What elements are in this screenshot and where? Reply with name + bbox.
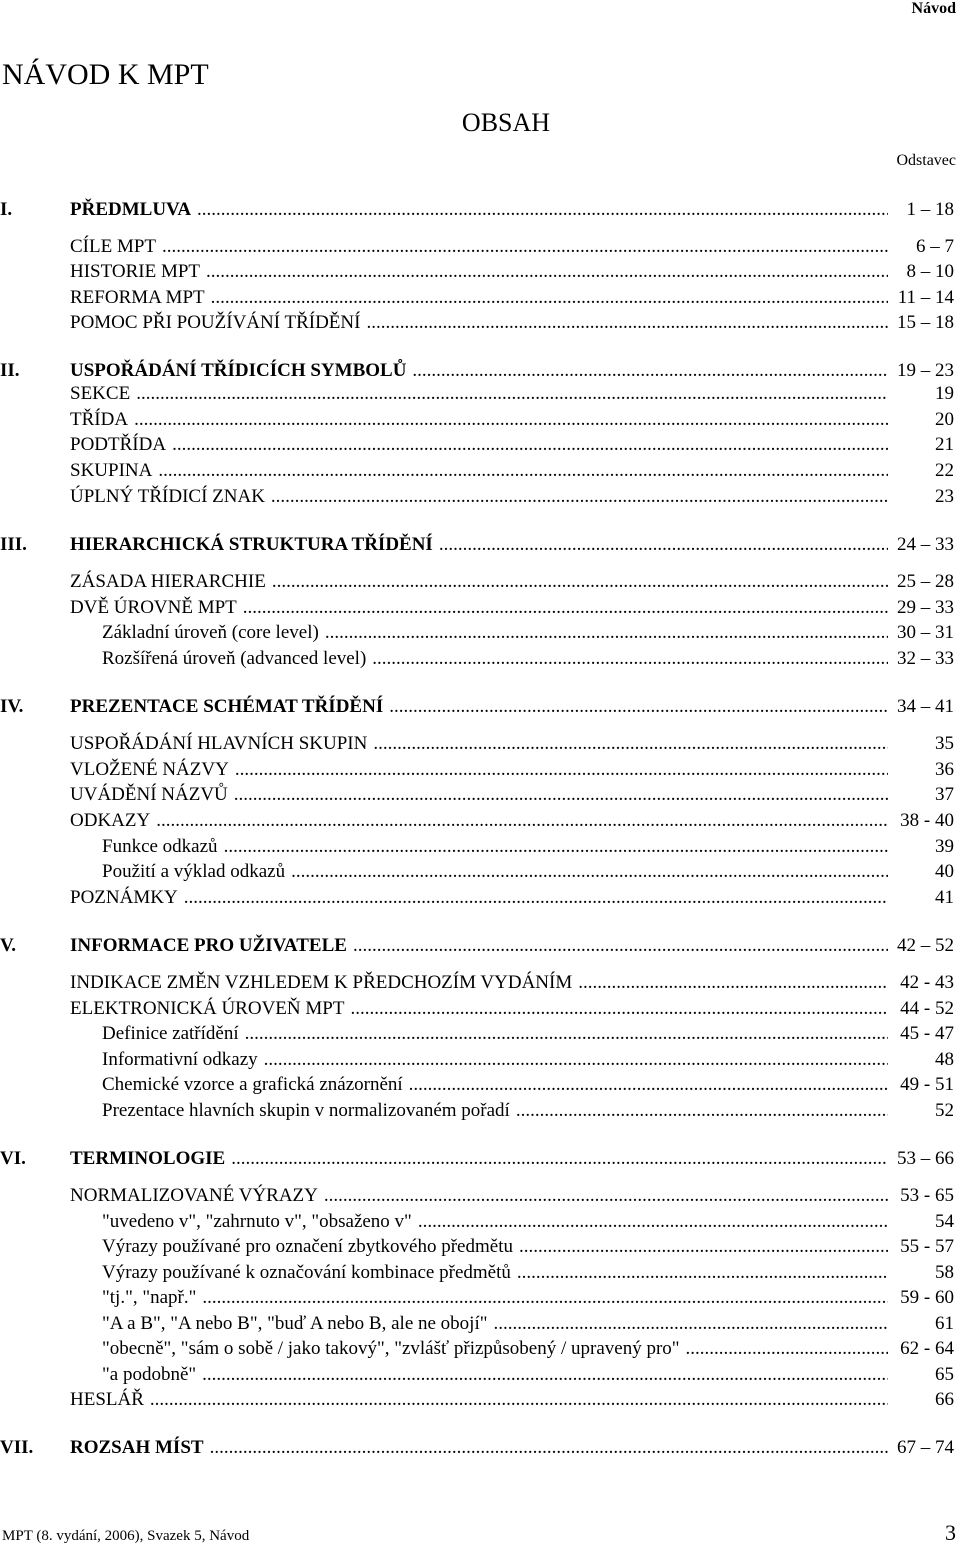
toc-section [0, 1435, 954, 1461]
toc-entry [0, 310, 954, 336]
toc-entry [0, 1021, 954, 1047]
toc-paragraph-range: 6 – 7 [916, 236, 954, 257]
toc-label: Použití a výklad odkazů [102, 861, 286, 882]
toc-label: ROZSAH MÍST [70, 1437, 204, 1458]
dot-leader [134, 407, 888, 433]
toc-entry [0, 234, 954, 260]
toc-entry [0, 1098, 954, 1124]
dot-leader [272, 569, 888, 595]
toc-label: "obecně", "sám o sobě / jako takový", "zvlášť přizpůsobený / upravený pro" [102, 1338, 680, 1359]
toc-paragraph-range: 66 [935, 1389, 954, 1410]
toc-entry [0, 808, 954, 834]
document-title: NÁVOD K MPT [2, 58, 209, 91]
toc-paragraph-range: 11 – 14 [897, 287, 954, 308]
dot-leader [243, 595, 888, 621]
toc-paragraph-range: 48 [935, 1049, 954, 1070]
dot-leader [136, 381, 888, 407]
toc-entry [0, 859, 954, 885]
toc-label: ELEKTRONICKÁ ÚROVEŇ MPT [70, 998, 345, 1019]
toc-paragraph-range: 59 - 60 [900, 1287, 954, 1308]
dot-leader [516, 1098, 888, 1124]
toc-paragraph-range: 61 [935, 1313, 954, 1334]
toc-paragraph-range: 40 [935, 861, 954, 882]
dot-leader [366, 310, 888, 336]
toc-label: Výrazy používané k označování kombinace předmětů [102, 1262, 511, 1283]
toc-label: HIERARCHICKÁ STRUKTURA TŘÍDĚNÍ [70, 534, 433, 555]
toc-entry [0, 970, 954, 996]
toc-paragraph-range: 23 [935, 486, 954, 507]
toc-entry [0, 1183, 954, 1209]
toc-label: ODKAZY [70, 810, 151, 831]
toc-paragraph-range: 32 – 33 [897, 648, 954, 669]
toc-paragraph-range: 24 – 33 [897, 534, 954, 555]
toc-paragraph-range: 52 [935, 1100, 954, 1121]
toc-paragraph-range: 54 [935, 1211, 954, 1232]
dot-leader [418, 1209, 888, 1235]
toc-label: ÚPLNÝ TŘÍDICÍ ZNAK [70, 486, 265, 507]
dot-leader [373, 731, 888, 757]
dot-leader [211, 285, 888, 311]
dot-leader [494, 1311, 889, 1337]
toc-entry [0, 996, 954, 1022]
toc-entry [0, 1362, 954, 1388]
toc-paragraph-range: 15 – 18 [897, 312, 954, 333]
toc-paragraph-range: 25 – 28 [897, 571, 954, 592]
footer-edition: MPT (8. vydání, 2006), Svazek 5, Návod [2, 1528, 250, 1544]
toc-label: ZÁSADA HIERARCHIE [70, 571, 266, 592]
toc-paragraph-range: 1 – 18 [906, 199, 954, 220]
toc-paragraph-range: 30 – 31 [897, 622, 954, 643]
toc-paragraph-range: 44 - 52 [900, 998, 954, 1019]
toc-paragraph-range: 34 – 41 [897, 696, 954, 717]
toc-section [0, 532, 954, 558]
toc-entry [0, 1387, 954, 1413]
toc-label: PREZENTACE SCHÉMAT TŘÍDĚNÍ [70, 696, 384, 717]
toc-entry [0, 259, 954, 285]
toc-paragraph-range: 8 – 10 [906, 261, 954, 282]
page-number: 3 [945, 1520, 956, 1545]
toc-label: Chemické vzorce a grafická znázornění [102, 1074, 403, 1095]
toc-paragraph-range: 49 - 51 [900, 1074, 954, 1095]
toc-entry [0, 1209, 954, 1235]
dot-leader [202, 1362, 888, 1388]
toc-label: REFORMA MPT [70, 287, 205, 308]
dot-leader [235, 757, 888, 783]
dot-leader [439, 532, 888, 558]
toc-label: "a podobně" [102, 1364, 197, 1385]
toc-entry [0, 646, 954, 672]
toc-entry [0, 595, 954, 621]
toc-section-number: I. [0, 199, 13, 220]
toc-entry [0, 782, 954, 808]
toc-label: TŘÍDA [70, 409, 129, 430]
toc-entry [0, 285, 954, 311]
toc-label: DVĚ ÚROVNĚ MPT [70, 597, 237, 618]
toc-entry [0, 1047, 954, 1073]
toc-section-number: VI. [0, 1148, 26, 1169]
toc-section [0, 197, 954, 223]
toc-entry [0, 569, 954, 595]
toc-label: NORMALIZOVANÉ VÝRAZY [70, 1185, 318, 1206]
toc-label: HESLÁŘ [70, 1389, 144, 1410]
dot-leader [519, 1234, 888, 1260]
toc-label: HISTORIE MPT [70, 261, 201, 282]
toc-entry [0, 432, 954, 458]
toc-section-number: II. [0, 360, 20, 381]
dot-leader [264, 1047, 888, 1073]
toc-entry [0, 1311, 954, 1337]
toc-entry [0, 620, 954, 646]
toc-label: Definice zatřídění [102, 1023, 239, 1044]
toc-paragraph-range: 29 – 33 [897, 597, 954, 618]
dot-leader [150, 1387, 888, 1413]
toc-label: UVÁDĚNÍ NÁZVŮ [70, 784, 228, 805]
toc-paragraph-range: 19 – 23 [897, 360, 954, 381]
dot-leader [245, 1021, 888, 1047]
dot-leader [234, 782, 888, 808]
dot-leader [184, 885, 888, 911]
toc-paragraph-range: 41 [935, 887, 954, 908]
toc-paragraph-range: 37 [935, 784, 954, 805]
toc-section-number: VII. [0, 1437, 34, 1458]
toc-label: SKUPINA [70, 460, 153, 481]
dot-leader [353, 933, 888, 959]
toc-label: "uvedeno v", "zahrnuto v", "obsaženo v" [102, 1211, 412, 1232]
dot-leader [197, 197, 888, 223]
dot-leader [172, 432, 888, 458]
toc-section [0, 694, 954, 720]
dot-leader [202, 1285, 888, 1311]
toc-section-number: III. [0, 534, 27, 555]
toc-paragraph-range: 62 - 64 [900, 1338, 954, 1359]
dot-leader [224, 834, 888, 860]
dot-leader [324, 1183, 888, 1209]
toc-label: PŘEDMLUVA [70, 199, 192, 220]
toc-section-number: V. [0, 935, 17, 956]
toc-label: Výrazy používané pro označení zbytkového předmětu [102, 1236, 513, 1257]
toc-paragraph-range: 39 [935, 836, 954, 857]
dot-leader [158, 458, 888, 484]
toc-paragraph-range: 19 [935, 383, 954, 404]
dot-leader [372, 646, 888, 672]
toc-entry [0, 885, 954, 911]
toc-label: SEKCE [70, 383, 131, 404]
toc-section [0, 933, 954, 959]
toc-label: "tj.", "např." [102, 1287, 197, 1308]
toc-paragraph-range: 65 [935, 1364, 954, 1385]
dot-leader [162, 234, 888, 260]
toc-section-number: IV. [0, 696, 24, 717]
dot-leader [156, 808, 888, 834]
toc-paragraph-range: 58 [935, 1262, 954, 1283]
paragraph-column-label: Odstavec [896, 152, 956, 169]
dot-leader [231, 1146, 888, 1172]
toc-label: Rozšířená úroveň (advanced level) [102, 648, 367, 669]
dot-leader [210, 1435, 888, 1461]
contents-heading: OBSAH [461, 108, 551, 137]
toc-paragraph-range: 45 - 47 [900, 1023, 954, 1044]
toc-entry [0, 834, 954, 860]
running-header: Návod [911, 0, 956, 17]
toc-paragraph-range: 53 – 66 [897, 1148, 954, 1169]
toc-entry [0, 731, 954, 757]
toc-entry [0, 407, 954, 433]
toc-paragraph-range: 53 - 65 [900, 1185, 954, 1206]
toc-entry [0, 1336, 954, 1362]
toc-label: POMOC PŘI POUŽÍVÁNÍ TŘÍDĚNÍ [70, 312, 361, 333]
toc-paragraph-range: 67 – 74 [897, 1437, 954, 1458]
toc-label: Prezentace hlavních skupin v normalizovaném pořadí [102, 1100, 510, 1121]
toc-label: VLOŽENÉ NÁZVY [70, 759, 229, 780]
toc-paragraph-range: 36 [935, 759, 954, 780]
toc-label: Funkce odkazů [102, 836, 218, 857]
toc-entry [0, 1072, 954, 1098]
dot-leader [389, 694, 888, 720]
dot-leader [517, 1260, 888, 1286]
dot-leader [409, 1072, 888, 1098]
dot-leader [350, 996, 888, 1022]
dot-leader [206, 259, 888, 285]
toc-paragraph-range: 38 - 40 [900, 810, 954, 831]
toc-paragraph-range: 35 [935, 733, 954, 754]
toc-entry [0, 458, 954, 484]
dot-leader [686, 1336, 888, 1362]
toc-paragraph-range: 55 - 57 [900, 1236, 954, 1257]
toc-label: INDIKACE ZMĚN VZHLEDEM K PŘEDCHOZÍM VYDÁNÍM [70, 972, 573, 993]
toc-label: INFORMACE PRO UŽIVATELE [70, 935, 347, 956]
toc-label: USPOŘÁDÁNÍ HLAVNÍCH SKUPIN [70, 733, 368, 754]
toc-label: Základní úroveň (core level) [102, 622, 319, 643]
toc-entry [0, 1234, 954, 1260]
toc-entry [0, 381, 954, 407]
toc-entry [0, 484, 954, 510]
toc-entry [0, 1260, 954, 1286]
dot-leader [325, 620, 888, 646]
dot-leader [578, 970, 888, 996]
toc-label: PODTŘÍDA [70, 434, 167, 455]
toc-label: USPOŘÁDÁNÍ TŘÍDICÍCH SYMBOLŮ [70, 360, 407, 381]
toc-label: CÍLE MPT [70, 236, 157, 257]
toc-label: Informativní odkazy [102, 1049, 258, 1070]
toc-entry [0, 1285, 954, 1311]
dot-leader [291, 859, 888, 885]
toc-paragraph-range: 42 - 43 [900, 972, 954, 993]
toc-label: "A a B", "A nebo B", "buď A nebo B, ale ne obojí" [102, 1313, 488, 1334]
toc-paragraph-range: 21 [935, 434, 954, 455]
toc-paragraph-range: 42 – 52 [897, 935, 954, 956]
dot-leader [271, 484, 888, 510]
toc-paragraph-range: 22 [935, 460, 954, 481]
toc-label: POZNÁMKY [70, 887, 178, 908]
toc-label: TERMINOLOGIE [70, 1148, 226, 1169]
toc-section [0, 1146, 954, 1172]
toc-entry [0, 757, 954, 783]
toc-paragraph-range: 20 [935, 409, 954, 430]
